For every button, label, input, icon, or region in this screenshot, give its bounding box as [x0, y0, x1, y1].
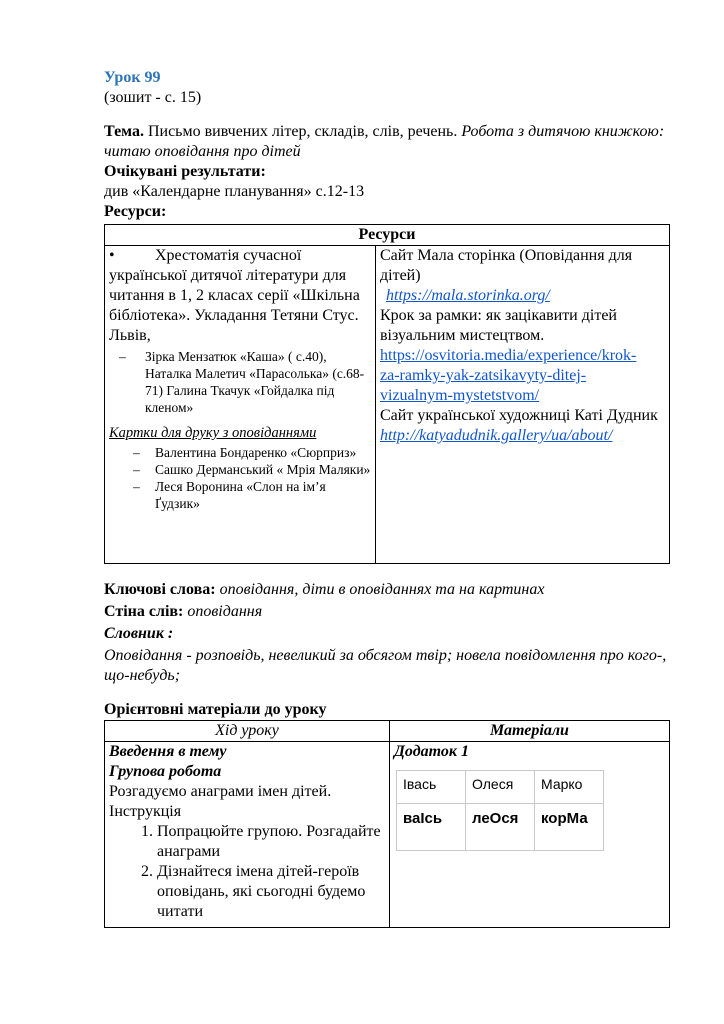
topic-italic-text: Робота з дитячою книжкою: читаю оповідання про дітей	[104, 123, 665, 160]
bullet-icon: •	[109, 247, 115, 264]
resources-table-header: Ресурси	[105, 225, 670, 246]
card-item: – Леся Воронина «Слон на ім’я Ґудзик»	[155, 478, 371, 512]
article-text: Крок за рамки: як зацікавити дітей візуальним мистецтвом.	[380, 307, 617, 344]
word-wall-text: оповідання	[183, 603, 263, 620]
cards-heading: Картки для друку з оповіданнями	[109, 425, 317, 441]
keywords-label: Ключові слова:	[104, 581, 216, 598]
document-page	[104, 68, 670, 928]
topic-text: Письмо вивчених літер, складів, слів, речень.	[143, 123, 462, 140]
site3-text: Сайт української художниці Каті Дудник	[380, 407, 658, 424]
lesson-title: Урок 99	[104, 69, 161, 86]
resources-right-cell	[376, 246, 670, 564]
anagram-scrambled-cell: корМа	[535, 804, 604, 851]
plan-progress-cell	[105, 742, 390, 928]
cards-list	[109, 444, 371, 512]
appendix-label: Додаток 1	[394, 743, 469, 760]
expected-results-text: див «Календарне планування» с.12-13	[104, 183, 365, 200]
site1-text: Сайт Мала сторінка (Оповідання для дітей)	[380, 247, 633, 284]
resources-label: Ресурси:	[104, 203, 167, 220]
plan-materials-cell	[390, 742, 670, 928]
anthology-rest: української дитячої літератури для читання в 1, 2 класах серії «Шкільна бібліотека». Укладання Тетяни Стус. Львів,	[109, 267, 360, 344]
plan-col-progress: Хід уроку	[105, 721, 390, 742]
word-wall-paragraph	[104, 602, 670, 622]
card-item: – Сашко Дерманський « Мрія Маляки»	[155, 461, 371, 478]
group-work-heading: Групова робота	[109, 763, 222, 780]
keywords-text: оповідання, діти в оповіданнях та на картинах	[215, 581, 545, 598]
lesson-plan-table	[104, 720, 670, 928]
plan-col-materials: Матеріали	[390, 721, 670, 742]
anagram-name-cell: Марко	[535, 771, 604, 804]
anthology-sublist	[109, 348, 371, 416]
anagram-scrambled-cell: ваІсь	[397, 804, 466, 851]
anagram-name-cell: Івась	[397, 771, 466, 804]
anagram-name-cell: Олеся	[466, 771, 535, 804]
instruction-label: Інструкція	[109, 803, 182, 820]
mala-storinka-link[interactable]: https://mala.storinka.org/	[386, 287, 550, 304]
anagram-scrambled-cell: леОся	[466, 804, 535, 851]
dictionary-text: Оповідання - розповідь, невеликий за обсягом твір; новела повідомлення про кого-, що-небудь;	[104, 647, 667, 684]
osvitoria-link-line1: https://osvitoria.media/experience/krok-	[380, 347, 637, 364]
osvitoria-link[interactable]	[380, 346, 665, 406]
osvitoria-link-line3: vizualnym-mystetstvom/	[380, 387, 540, 404]
instruction-step: 2. Дізнайтеся імена дітей-героїв оповідань, які сьогодні будемо читати	[157, 862, 385, 922]
notebook-reference: (зошит - с. 15)	[104, 89, 202, 106]
resources-table	[104, 224, 670, 564]
expected-results-label: Очікувані результати:	[104, 163, 266, 180]
anthology-item	[109, 246, 371, 346]
instruction-steps	[109, 822, 385, 922]
katyadudnik-link[interactable]: http://katyadudnik.gallery/ua/about/	[380, 427, 613, 444]
anagram-table	[396, 770, 604, 851]
instruction-step: 1. Попрацюйте групою. Розгадайте анаграми	[157, 822, 385, 862]
card-item: – Валентина Бондаренко «Сюрприз»	[155, 444, 371, 461]
topic-label: Тема.	[104, 123, 144, 140]
anthology-line1: Хрестоматія сучасної	[155, 247, 302, 264]
intro-heading: Введення в тему	[109, 743, 227, 760]
osvitoria-link-line2: za-ramky-yak-zatsikavyty-ditej-	[380, 367, 587, 384]
dictionary-label: Словник :	[104, 625, 174, 642]
anthology-subitem: – Зірка Мензатюк «Каша» ( с.40), Наталка Малетич «Парасолька» (с.68-71) Галина Ткачук «Гойдалка під кленом»	[145, 348, 371, 416]
materials-label: Орієнтовні матеріали до уроку	[104, 701, 327, 718]
word-wall-label: Стіна слів:	[104, 603, 184, 620]
resources-left-cell	[105, 246, 376, 564]
anagram-task-text: Розгадуємо анаграми імен дітей.	[109, 783, 332, 800]
topic-paragraph	[104, 122, 670, 162]
keywords-paragraph	[104, 580, 670, 600]
